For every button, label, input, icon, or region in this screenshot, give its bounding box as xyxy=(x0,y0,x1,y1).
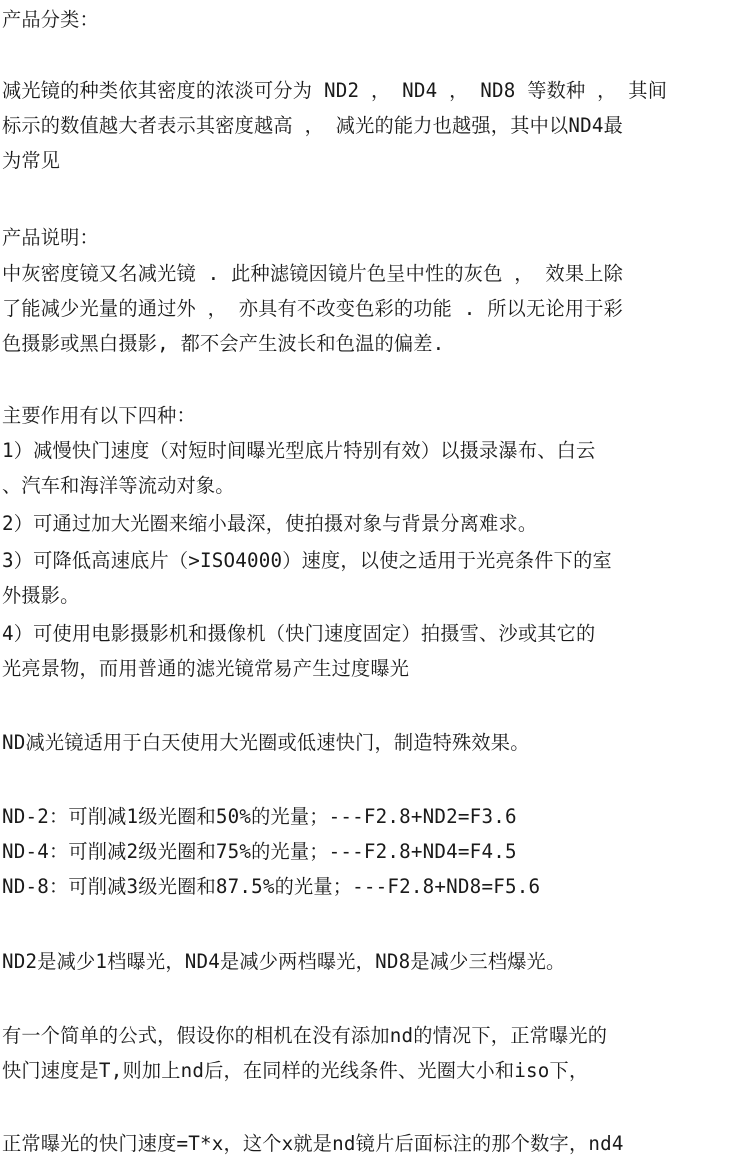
list-item: 1）减慢快门速度（对短时间曝光型底片特别有效）以摄录瀑布、白云 xyxy=(2,439,596,462)
nd-spec-line: ND-4：可削减2级光圈和75%的光量；---F2.8+ND4=F4.5 xyxy=(2,840,517,863)
section-heading-product-category: 产品分类： xyxy=(2,8,99,31)
list-item: 4）可使用电影摄影机和摄像机（快门速度固定）拍摄雪、沙或其它的 xyxy=(2,622,596,645)
text-line: ND2是减少1档曝光，ND4是减少两档曝光，ND8是减少三档爆光。 xyxy=(2,950,566,973)
text-line: 中灰密度镜又名减光镜 . 此种滤镜因镜片色呈中性的灰色 ， 效果上除 xyxy=(2,262,623,285)
list-item: 3）可降低高速底片（>ISO4000）速度，以使之适用于光亮条件下的室 xyxy=(2,549,612,572)
text-line: 正常曝光的快门速度=T*x，这个x就是nd镜片后面标注的那个数字，nd4 xyxy=(2,1132,624,1155)
nd-spec-line: ND-8：可削减3级光圈和87.5%的光量；---F2.8+ND8=F5.6 xyxy=(2,875,541,898)
text-line: 为常见 xyxy=(2,149,61,172)
text-line: 快门速度是T,则加上nd后，在同样的光线条件、光圈大小和iso下， xyxy=(2,1059,589,1082)
nd-spec-line: ND-2：可削减1级光圈和50%的光量；---F2.8+ND2=F3.6 xyxy=(2,805,517,828)
section-heading-main-uses: 主要作用有以下四种： xyxy=(2,404,196,427)
list-item-continuation: 、汽车和海洋等流动对象。 xyxy=(2,474,235,497)
text-line: 了能减少光量的通过外 ， 亦具有不改变色彩的功能 . 所以无论用于彩 xyxy=(2,297,623,320)
list-item: 2）可通过加大光圈来缩小最深，使拍摄对象与背景分离难求。 xyxy=(2,512,538,535)
text-line: 色摄影或黑白摄影, 都不会产生波长和色温的偏差. xyxy=(2,332,445,355)
section-heading-product-description: 产品说明： xyxy=(2,226,99,249)
list-item-continuation: 光亮景物，而用普通的滤光镜常易产生过度曝光 xyxy=(2,657,410,680)
text-line: 减光镜的种类依其密度的浓淡可分为 ND2 ， ND4 ， ND8 等数种 ， 其间 xyxy=(2,79,668,102)
list-item-continuation: 外摄影。 xyxy=(2,584,80,607)
text-line: ND减光镜适用于白天使用大光圈或低速快门，制造特殊效果。 xyxy=(2,731,530,754)
text-line: 有一个简单的公式，假设你的相机在没有添加nd的情况下，正常曝光的 xyxy=(2,1024,608,1047)
text-line: 标示的数值越大者表示其密度越高 ， 减光的能力也越强，其中以ND4最 xyxy=(2,114,623,137)
